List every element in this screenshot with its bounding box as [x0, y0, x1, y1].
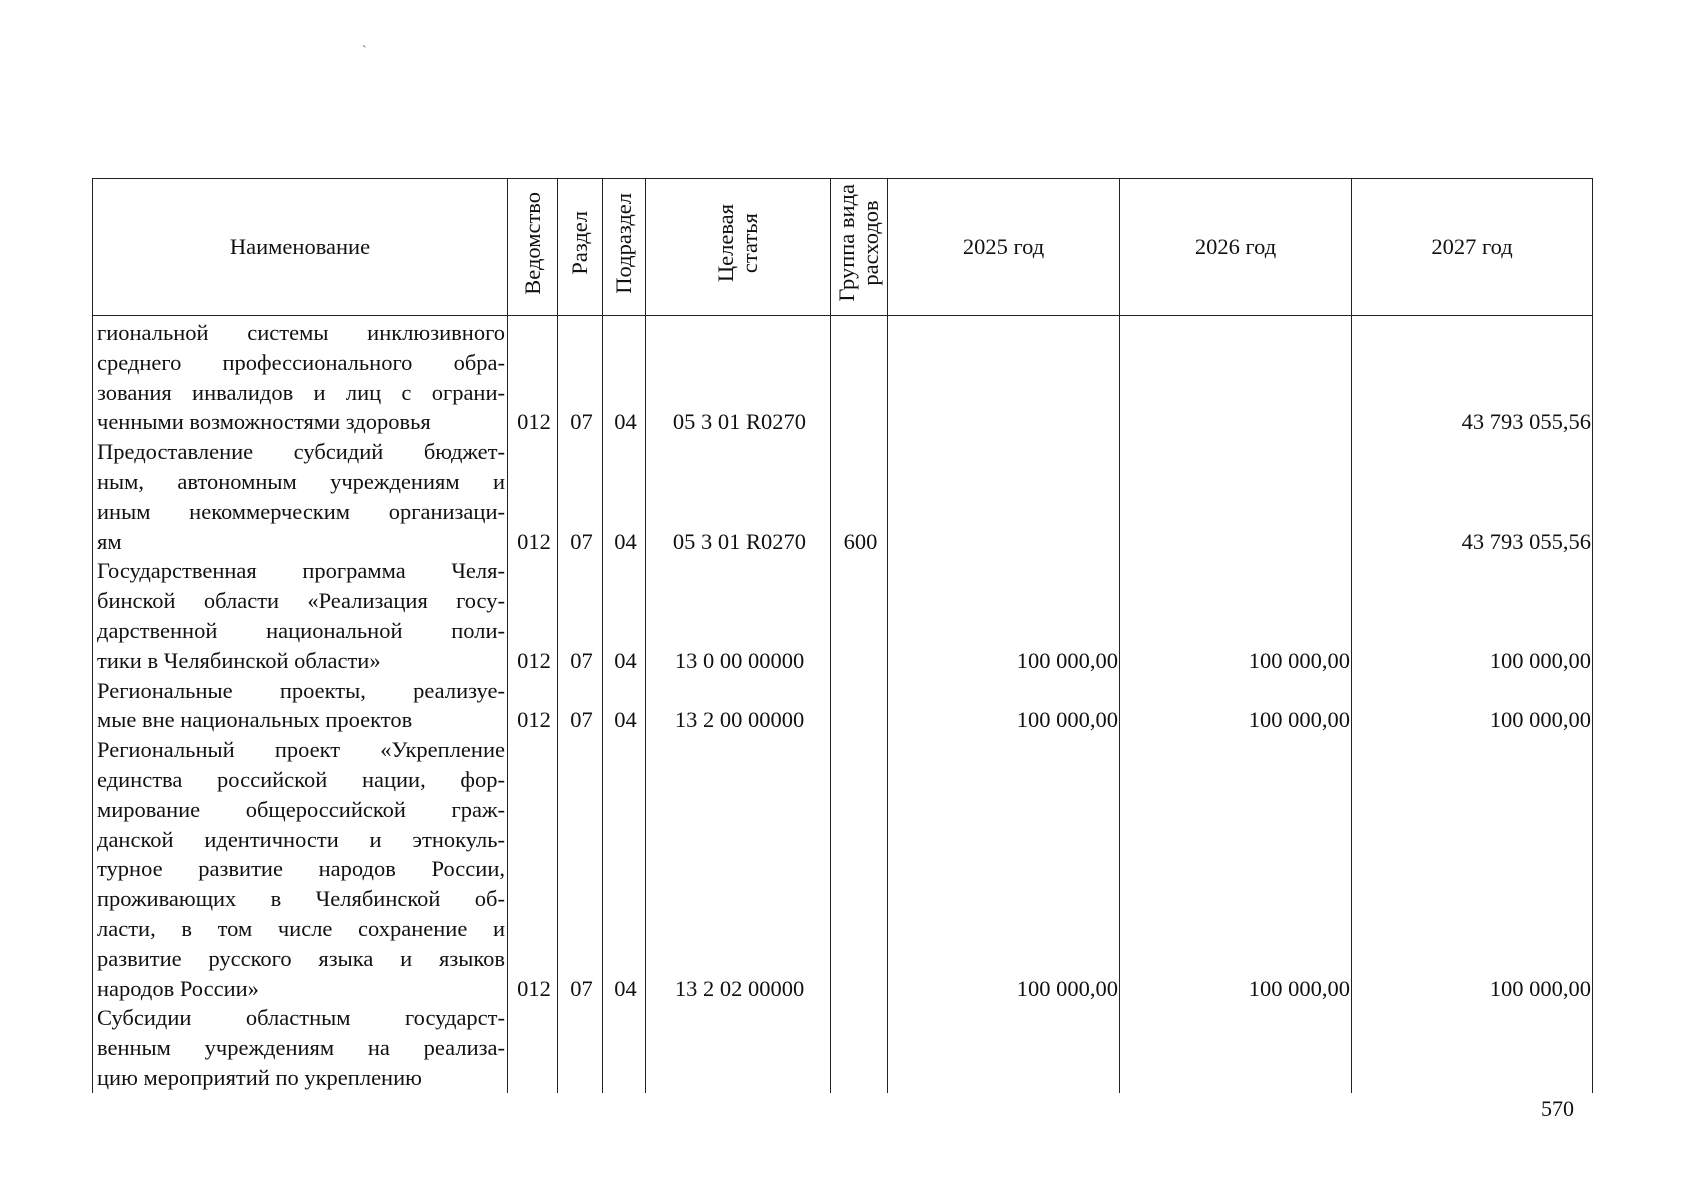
row-amount-2026 — [1120, 316, 1352, 438]
row-gruppa — [831, 735, 888, 1003]
page-number: 570 — [1541, 1096, 1574, 1121]
row-gruppa — [831, 1003, 888, 1092]
row-razdel: 07 — [558, 316, 603, 438]
row-name — [93, 556, 508, 675]
budget-table — [92, 178, 1593, 1093]
row-name-line: Региональные проекты, реализуе- — [97, 677, 505, 703]
row-name-line: проживающих в Челябинской об- — [97, 886, 505, 912]
row-name-line: дарственной национальной поли- — [97, 617, 505, 643]
row-razdel: 07 — [558, 735, 603, 1003]
row-name-line: среднего профессионального обра- — [97, 349, 505, 375]
table-header-row — [93, 179, 1593, 316]
row-name-line: данской идентичности и этнокуль- — [97, 826, 505, 852]
row-podrazdel: 04 — [603, 735, 646, 1003]
row-amount-2025: 100 000,00 — [888, 556, 1120, 675]
row-razdel: 07 — [558, 437, 603, 556]
header-celevaya-statya: Целевая статья — [646, 179, 831, 316]
row-name-line: ным, автономным учреждениям и — [97, 468, 505, 494]
row-name-line: ям — [97, 528, 122, 554]
header-vedomstvo: Ведомство — [508, 179, 558, 316]
table-row — [93, 676, 1593, 736]
row-amount-2027: 100 000,00 — [1352, 676, 1593, 736]
row-gruppa — [831, 676, 888, 736]
row-amount-2025 — [888, 437, 1120, 556]
row-amount-2025: 100 000,00 — [888, 676, 1120, 736]
row-gruppa: 600 — [831, 437, 888, 556]
row-vedomstvo: 012 — [508, 676, 558, 736]
row-name-line: мые вне национальных проектов — [97, 707, 413, 733]
row-name — [93, 676, 508, 736]
header-name: Наименование — [93, 179, 508, 316]
row-name-line: бинской области «Реализация госу- — [97, 588, 505, 614]
row-razdel: 07 — [558, 556, 603, 675]
row-name — [93, 735, 508, 1003]
row-name — [93, 437, 508, 556]
row-amount-2026: 100 000,00 — [1120, 556, 1352, 675]
row-amount-2026: 100 000,00 — [1120, 735, 1352, 1003]
row-name-line: тики в Челябинской области» — [97, 647, 381, 673]
row-amount-2027 — [1352, 1003, 1593, 1092]
row-podrazdel: 04 — [603, 676, 646, 736]
row-name-line: цию мероприятий по укреплению — [97, 1064, 422, 1090]
header-gruppa-vida-rashodov: Группа вида расходов — [831, 179, 888, 316]
row-celevaya-statya: 05 3 01 R0270 — [646, 316, 831, 438]
row-podrazdel: 04 — [603, 316, 646, 438]
row-amount-2027: 43 793 055,56 — [1352, 437, 1593, 556]
row-name-line: Региональный проект «Укрепление — [97, 737, 505, 763]
table-row — [93, 316, 1593, 438]
row-name-line: мирование общероссийской граж- — [97, 796, 505, 822]
row-podrazdel: 04 — [603, 556, 646, 675]
row-vedomstvo: 012 — [508, 316, 558, 438]
table-row — [93, 1003, 1593, 1092]
row-vedomstvo: 012 — [508, 556, 558, 675]
header-razdel: Раздел — [558, 179, 603, 316]
table-body — [93, 316, 1593, 1093]
row-name-line: иным некоммерческим организаци- — [97, 498, 505, 524]
row-celevaya-statya: 13 2 02 00000 — [646, 735, 831, 1003]
row-name-line: зования инвалидов и лиц с ограни- — [97, 379, 505, 405]
stray-mark: ` — [362, 44, 367, 59]
row-amount-2026: 100 000,00 — [1120, 676, 1352, 736]
row-name-line: развитие русского языка и языков — [97, 945, 505, 971]
row-amount-2025 — [888, 1003, 1120, 1092]
row-name-line: народов России» — [97, 975, 259, 1001]
row-name-line: турное развитие народов России, — [97, 856, 505, 882]
row-podrazdel: 04 — [603, 437, 646, 556]
header-year-2025: 2025 год — [888, 179, 1120, 316]
table-row — [93, 735, 1593, 1003]
header-year-2026: 2026 год — [1120, 179, 1352, 316]
row-name-line: ласти, в том числе сохранение и — [97, 915, 505, 941]
row-name-line: гиональной системы инклюзивного — [97, 320, 505, 345]
row-amount-2025 — [888, 316, 1120, 438]
row-amount-2025: 100 000,00 — [888, 735, 1120, 1003]
row-vedomstvo: 012 — [508, 437, 558, 556]
row-name-line: Субсидии областным государст- — [97, 1005, 505, 1031]
header-podrazdel: Подраздел — [603, 179, 646, 316]
row-amount-2026 — [1120, 1003, 1352, 1092]
row-name-line: ченными возможностями здоровья — [97, 409, 431, 435]
row-name-line: венным учреждениям на реализа- — [97, 1035, 505, 1061]
row-gruppa — [831, 316, 888, 438]
row-celevaya-statya: 05 3 01 R0270 — [646, 437, 831, 556]
row-vedomstvo: 012 — [508, 735, 558, 1003]
row-razdel: 07 — [558, 676, 603, 736]
header-year-2027: 2027 год — [1352, 179, 1593, 316]
row-razdel — [558, 1003, 603, 1092]
table-row — [93, 556, 1593, 675]
row-celevaya-statya: 13 2 00 00000 — [646, 676, 831, 736]
row-amount-2026 — [1120, 437, 1352, 556]
row-podrazdel — [603, 1003, 646, 1092]
row-name-line: Государственная программа Челя- — [97, 558, 505, 584]
row-name — [93, 1003, 508, 1092]
row-name — [93, 316, 508, 438]
table-row — [93, 437, 1593, 556]
row-amount-2027: 43 793 055,56 — [1352, 316, 1593, 438]
row-amount-2027: 100 000,00 — [1352, 735, 1593, 1003]
row-celevaya-statya: 13 0 00 00000 — [646, 556, 831, 675]
row-name-line: единства российской нации, фор- — [97, 766, 505, 792]
row-amount-2027: 100 000,00 — [1352, 556, 1593, 675]
row-celevaya-statya — [646, 1003, 831, 1092]
row-name-line: Предоставление субсидий бюджет- — [97, 439, 505, 465]
row-gruppa — [831, 556, 888, 675]
row-vedomstvo — [508, 1003, 558, 1092]
